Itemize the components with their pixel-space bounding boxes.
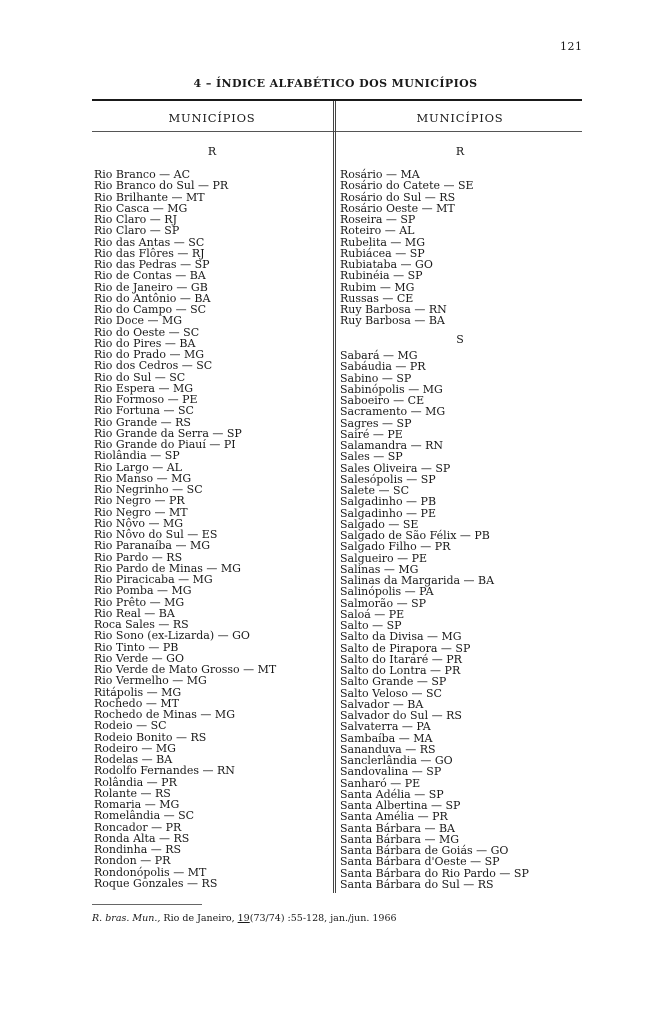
municipality-entry: Rio Verde de Mato Grosso — MT xyxy=(94,663,277,676)
municipality-entry: Rio do Pires — BA xyxy=(94,336,196,350)
municipality-entry: Santa Bárbara d'Oeste — SP xyxy=(340,855,500,869)
municipality-entry: Sambaíba — MA xyxy=(340,731,433,745)
municipality-entry: Romaria — MG xyxy=(94,798,180,811)
header-rule xyxy=(92,131,582,132)
municipality-entry: Rio Branco do Sul — PR xyxy=(94,179,229,193)
municipality-entry: Russas — CE xyxy=(340,291,414,305)
municipality-entry: Sabinópolis — MG xyxy=(340,382,443,396)
municipality-entry: Rochedo — MT xyxy=(94,696,179,710)
municipality-entry: Rio Negro — PR xyxy=(94,494,185,508)
municipality-entry: Rio das Pedras — SP xyxy=(94,258,210,271)
municipality-entry: Rodeio Bonito — RS xyxy=(94,730,207,744)
municipality-entry: Salto do Lontra — PR xyxy=(340,664,461,677)
municipality-entry: Rosário do Sul — RS xyxy=(340,190,456,204)
municipality-list-right-r xyxy=(340,169,474,327)
municipality-entry: Salto — SP xyxy=(340,619,402,632)
municipality-entry: Rodolfo Fernandes — RN xyxy=(94,764,235,778)
municipality-entry: Salvador do Sul — RS xyxy=(340,709,462,722)
municipality-entry: Rodeiro — MG xyxy=(94,741,176,755)
citation-footer xyxy=(92,913,397,924)
municipality-entry: Rio Doce — MG xyxy=(94,314,183,328)
municipality-entry: Roque Gonzales — RS xyxy=(94,876,218,890)
section-letter-right-s: S xyxy=(456,333,464,346)
municipality-entry: Saboeiro — CE xyxy=(340,394,425,407)
municipality-entry: Salvaterra — PA xyxy=(340,720,431,734)
municipality-entry: Sales Oliveira — SP xyxy=(340,461,451,475)
municipality-entry: Ritápolis — MG xyxy=(94,685,182,699)
municipality-entry: Salamandra — RN xyxy=(340,439,444,452)
municipality-entry: Salinópolis — PA xyxy=(340,585,434,599)
municipality-entry: Sananduva — RS xyxy=(340,742,436,756)
municipality-entry: Salgado de São Félix — PB xyxy=(340,529,490,542)
municipality-entry: Rio Pardo de Minas — MG xyxy=(94,561,241,575)
municipality-entry: Ruy Barbosa — RN xyxy=(340,303,447,316)
municipality-entry: Sales — SP xyxy=(340,450,403,464)
municipality-entry: Santa Bárbara — BA xyxy=(340,821,455,835)
municipality-entry: Rio Largo — AL xyxy=(94,460,182,474)
municipality-entry: Rio do Antônio — BA xyxy=(94,291,211,305)
municipality-entry: Rio dos Cedros — SC xyxy=(94,359,213,373)
citation-details: (73/74) :55-128, jan./jun. 1966 xyxy=(249,913,397,924)
municipality-entry: Salvador — BA xyxy=(340,697,424,711)
municipality-entry: Roncador — PR xyxy=(94,820,182,834)
municipality-entry: Rio Prêto — MG xyxy=(94,595,185,609)
municipality-entry: Rio Claro — RJ xyxy=(94,213,177,226)
municipality-entry: Rondinha — RS xyxy=(94,843,182,856)
top-rule xyxy=(92,99,582,101)
municipality-entry: Salgado — SE xyxy=(340,517,419,531)
municipality-entry: Salto Grande — SP xyxy=(340,675,447,689)
municipality-entry: Rolândia — PR xyxy=(94,775,177,789)
municipality-entry: Rio Paranaíba — MG xyxy=(94,539,211,553)
municipality-entry: Rio Sono (ex-Lizarda) — GO xyxy=(94,629,250,643)
municipality-entry: Santa Bárbara do Sul — RS xyxy=(340,877,494,891)
municipality-entry: Rosário Oeste — MT xyxy=(340,201,455,215)
municipality-entry: Sagres — SP xyxy=(340,416,412,430)
municipality-entry: Rio do Oeste — SC xyxy=(94,325,200,339)
municipality-entry: Rio Fortuna — SC xyxy=(94,404,194,418)
municipality-entry: Rochedo de Minas — MG xyxy=(94,708,235,721)
municipality-entry: Rio Nôvo — MG xyxy=(94,516,184,530)
municipality-entry: Rodeio — SC xyxy=(94,719,167,733)
municipality-entry: Rio Branco — AC xyxy=(94,168,191,181)
municipality-entry: Rio Nôvo do Sul — ES xyxy=(94,528,218,541)
municipality-entry: Santa Adélia — SP xyxy=(340,787,444,801)
municipality-list-left xyxy=(94,169,276,889)
municipality-entry: Salto de Pirapora — SP xyxy=(340,641,471,655)
municipality-entry: Riolândia — SP xyxy=(94,449,180,463)
municipality-entry: Salgueiro — PE xyxy=(340,551,428,565)
municipality-entry: Rio Pardo — RS xyxy=(94,550,183,564)
municipality-entry: Rubim — MG xyxy=(340,280,415,294)
municipality-entry: Santa Bárbara do Rio Pardo — SP xyxy=(340,866,529,880)
municipality-entry: Salete — SC xyxy=(340,484,409,497)
municipality-entry: Salto Veloso — SC xyxy=(340,686,442,700)
municipality-entry: Sabino — SP xyxy=(340,371,412,385)
municipality-entry: Rio Verde — GO xyxy=(94,651,184,665)
municipality-entry: Rio Pomba — MG xyxy=(94,584,192,598)
municipality-entry: Rio Negro — MT xyxy=(94,505,188,519)
municipality-entry: Rio Tinto — PB xyxy=(94,640,179,654)
municipality-entry: Rio Piracicaba — MG xyxy=(94,573,213,586)
municipality-entry: Rio Casca — MG xyxy=(94,201,188,215)
municipality-entry: Rolante — RS xyxy=(94,786,171,800)
municipality-entry: Rodelas — BA xyxy=(94,753,173,766)
municipality-entry: Rio Brilhante — MT xyxy=(94,190,205,204)
section-letter-left-r: R xyxy=(207,145,217,158)
municipality-entry: Salmorão — SP xyxy=(340,596,427,610)
municipality-entry: Salgadinho — PE xyxy=(340,506,436,520)
municipality-entry: Sacramento — MG xyxy=(340,405,446,419)
municipality-entry: Roca Sales — RS xyxy=(94,618,189,631)
municipality-entry: Sanclerlândia — GO xyxy=(340,754,453,767)
municipality-entry: Salinas — MG xyxy=(340,562,419,576)
municipality-entry: Sanharó — PE xyxy=(340,776,421,790)
municipality-entry: Santa Albertina — SP xyxy=(340,799,461,812)
municipality-entry: Rubiácea — SP xyxy=(340,246,425,260)
municipality-entry: Rosário do Catete — SE xyxy=(340,179,474,193)
municipality-entry: Salto do Itararé — PR xyxy=(340,652,462,666)
municipality-entry: Rosário — MA xyxy=(340,168,420,181)
municipality-entry: Rondon — PR xyxy=(94,854,171,868)
citation-place: Rio de Janeiro, xyxy=(160,913,238,924)
column-divider xyxy=(333,101,336,893)
municipality-entry: Sairé — PE xyxy=(340,427,403,441)
municipality-entry: Rio do Sul — SC xyxy=(94,370,186,384)
municipality-entry: Ruy Barbosa — BA xyxy=(340,314,445,328)
municipality-entry: Rio Negrinho — SC xyxy=(94,483,203,496)
municipality-entry: Rio das Antas — SC xyxy=(94,235,205,249)
municipality-entry: Ronda Alta — RS xyxy=(94,831,190,845)
municipality-entry: Rio Claro — SP xyxy=(94,224,180,238)
column-header-right: MUNICÍPIOS xyxy=(416,111,504,125)
municipality-entry: Roseira — SP xyxy=(340,213,416,226)
municipality-entry: Salgadinho — PB xyxy=(340,495,437,509)
municipality-entry: Salgado Filho — PR xyxy=(340,540,451,554)
section-letter-right-r: R xyxy=(455,145,465,158)
municipality-entry: Rubinéia — SP xyxy=(340,269,423,283)
municipality-entry: Rio das Flôres — RJ xyxy=(94,246,205,260)
municipality-entry: Rio Manso — MG xyxy=(94,471,192,485)
municipality-entry: Salinas da Margarida — BA xyxy=(340,574,495,587)
municipality-entry: Rubelita — MG xyxy=(340,235,425,249)
page-number: 121 xyxy=(560,40,583,53)
municipality-entry: Saloá — PE xyxy=(340,607,405,621)
municipality-entry: Rio de Janeiro — GB xyxy=(94,280,208,294)
municipality-entry: Rio Real — BA xyxy=(94,606,175,620)
municipality-entry: Rio Grande da Serra — SP xyxy=(94,426,242,440)
municipality-entry: Santa Bárbara de Goiás — GO xyxy=(340,844,509,857)
municipality-entry: Rondonópolis — MT xyxy=(94,865,207,879)
municipality-entry: Rio de Contas — BA xyxy=(94,269,206,283)
municipality-entry: Rio Grande do Piauí — PI xyxy=(94,438,236,451)
column-header-left: MUNICÍPIOS xyxy=(168,111,256,125)
citation-journal: R. bras. Mun., xyxy=(92,913,161,924)
municipality-list-right-s xyxy=(340,350,529,890)
municipality-entry: Santa Bárbara — MG xyxy=(340,832,460,846)
municipality-entry: Rio Grande — RS xyxy=(94,415,191,429)
municipality-entry: Rio Vermelho — MG xyxy=(94,674,207,688)
municipality-entry: Rio do Campo — SC xyxy=(94,303,207,316)
municipality-entry: Rubiataba — GO xyxy=(340,258,433,271)
municipality-entry: Rio do Prado — MG xyxy=(94,348,205,361)
municipality-entry: Romelândia — SC xyxy=(94,809,195,823)
municipality-entry: Rio Formoso — PE xyxy=(94,393,198,406)
citation-volume: 19 xyxy=(237,913,250,924)
footer-rule xyxy=(92,904,202,905)
municipality-entry: Sandovalina — SP xyxy=(340,765,442,779)
municipality-entry: Salto da Divisa — MG xyxy=(340,630,462,644)
municipality-entry: Sabáudia — PR xyxy=(340,360,426,374)
municipality-entry: Salesópolis — SP xyxy=(340,472,436,486)
page-title: 4 – ÍNDICE ALFABÉTICO DOS MUNICÍPIOS xyxy=(193,77,478,90)
municipality-entry: Roteiro — AL xyxy=(340,224,415,238)
municipality-entry: Santa Amélia — PR xyxy=(340,810,448,824)
municipality-entry: Rio Espera — MG xyxy=(94,381,194,395)
municipality-entry: Sabará — MG xyxy=(340,349,418,362)
